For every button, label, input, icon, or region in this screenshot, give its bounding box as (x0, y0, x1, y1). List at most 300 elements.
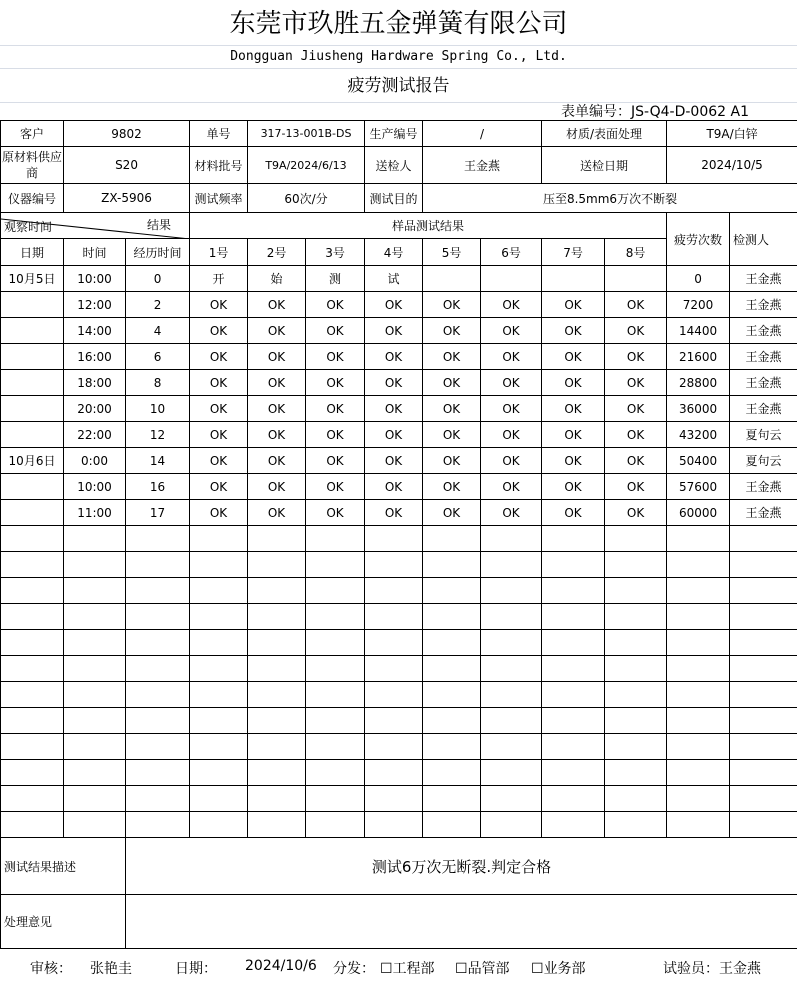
table-cell (423, 266, 481, 292)
empty-cell (423, 812, 481, 838)
empty-cell (126, 760, 190, 786)
table-cell: OK (306, 344, 365, 370)
empty-cell (1, 812, 64, 838)
table-cell: 14 (126, 448, 190, 474)
empty-cell (365, 630, 423, 656)
table-cell: OK (423, 448, 481, 474)
table-cell: OK (248, 318, 306, 344)
order-value: 317-13-001B-DS (248, 121, 365, 147)
table-cell: 10:00 (64, 266, 126, 292)
table-cell: OK (423, 474, 481, 500)
empty-cell (126, 682, 190, 708)
empty-cell (730, 656, 797, 682)
table-cell: 12 (126, 422, 190, 448)
table-cell: 0 (126, 266, 190, 292)
empty-cell (542, 552, 605, 578)
table-cell (1, 500, 64, 526)
empty-cell (248, 552, 306, 578)
instrument-label: 仪器编号 (1, 184, 64, 213)
empty-cell (126, 786, 190, 812)
empty-cell (64, 708, 126, 734)
table-row (1, 448, 797, 474)
table-cell: OK (190, 344, 248, 370)
cycles-header: 疲劳次数 (667, 213, 730, 266)
table-cell: OK (248, 474, 306, 500)
empty-cell (730, 760, 797, 786)
empty-cell (730, 604, 797, 630)
table-cell: OK (365, 474, 423, 500)
col-header: 1号 (190, 239, 248, 266)
table-cell (542, 266, 605, 292)
empty-cell (667, 526, 730, 552)
table-cell: OK (542, 448, 605, 474)
dist-engineering-label: 工程部 (392, 961, 435, 977)
dist-engineering[interactable]: ☐工程部 (380, 961, 435, 977)
empty-cell (64, 526, 126, 552)
table-cell: OK (542, 422, 605, 448)
empty-cell (667, 812, 730, 838)
table-cell: 14400 (667, 318, 730, 344)
empty-cell (306, 708, 365, 734)
col-header: 8号 (605, 239, 667, 266)
empty-cell (365, 786, 423, 812)
observe-result-header (1, 213, 190, 239)
table-cell: OK (542, 396, 605, 422)
empty-row (1, 760, 797, 786)
table-cell: 试 (365, 266, 423, 292)
empty-cell (1, 786, 64, 812)
empty-cell (423, 708, 481, 734)
empty-cell (481, 526, 542, 552)
customer-label: 客户 (1, 121, 64, 147)
table-cell: OK (542, 474, 605, 500)
table-row (1, 292, 797, 318)
empty-cell (1, 630, 64, 656)
freq-label: 测试频率 (190, 184, 248, 213)
empty-cell (667, 760, 730, 786)
col-header: 日期 (1, 239, 64, 266)
empty-cell (730, 526, 797, 552)
empty-cell (542, 630, 605, 656)
table-cell: OK (423, 422, 481, 448)
empty-cell (481, 786, 542, 812)
empty-cell (542, 734, 605, 760)
table-cell: 6 (126, 344, 190, 370)
table-cell: OK (306, 396, 365, 422)
table-cell: 28800 (667, 370, 730, 396)
empty-cell (248, 630, 306, 656)
empty-cell (423, 578, 481, 604)
report-title: 疲劳测试报告 (0, 68, 797, 103)
table-cell: OK (423, 318, 481, 344)
empty-cell (190, 526, 248, 552)
empty-row (1, 578, 797, 604)
empty-cell (542, 578, 605, 604)
table-cell: 7200 (667, 292, 730, 318)
table-cell: OK (605, 318, 667, 344)
company-name: 东莞市玖胜五金弹簧有限公司 (0, 0, 797, 46)
date-label: 日期： (175, 961, 217, 977)
observe-time-label: 观察时间 (4, 220, 53, 234)
table-cell: 王金燕 (730, 318, 797, 344)
empty-cell (306, 812, 365, 838)
empty-cell (64, 656, 126, 682)
empty-cell (126, 526, 190, 552)
empty-cell (1, 656, 64, 682)
empty-cell (306, 578, 365, 604)
empty-cell (667, 682, 730, 708)
form-code: 表单编号：JS-Q4-D-0062 A1 (561, 104, 749, 120)
table-cell: OK (306, 474, 365, 500)
empty-cell (423, 604, 481, 630)
table-cell: OK (190, 396, 248, 422)
table-cell: OK (423, 370, 481, 396)
review-label: 审核： (30, 961, 72, 977)
table-cell: OK (481, 344, 542, 370)
table-cell (1, 318, 64, 344)
material-value: T9A/白锌 (667, 121, 797, 147)
empty-cell (423, 552, 481, 578)
table-cell: OK (248, 422, 306, 448)
table-cell: OK (365, 422, 423, 448)
table-cell: OK (190, 318, 248, 344)
table-cell: OK (365, 396, 423, 422)
table-cell: 43200 (667, 422, 730, 448)
empty-cell (667, 656, 730, 682)
col-header: 5号 (423, 239, 481, 266)
table-cell: OK (306, 370, 365, 396)
empty-cell (365, 526, 423, 552)
table-cell: OK (365, 318, 423, 344)
table-row (1, 422, 797, 448)
opinion-value[interactable] (126, 895, 797, 949)
table-row (1, 396, 797, 422)
empty-cell (64, 630, 126, 656)
material-label: 材质/表面处理 (542, 121, 667, 147)
table-cell: OK (481, 500, 542, 526)
empty-cell (605, 812, 667, 838)
empty-cell (306, 604, 365, 630)
empty-cell (248, 604, 306, 630)
table-cell: OK (248, 396, 306, 422)
table-cell: OK (605, 422, 667, 448)
empty-cell (667, 578, 730, 604)
empty-cell (423, 630, 481, 656)
empty-cell (190, 734, 248, 760)
table-cell: 0 (667, 266, 730, 292)
empty-cell (365, 656, 423, 682)
table-cell: OK (365, 292, 423, 318)
table-cell: 王金燕 (730, 396, 797, 422)
empty-cell (605, 786, 667, 812)
empty-cell (306, 682, 365, 708)
table-cell: OK (190, 474, 248, 500)
empty-cell (248, 734, 306, 760)
empty-cell (306, 760, 365, 786)
empty-cell (365, 552, 423, 578)
table-cell: 22:00 (64, 422, 126, 448)
table-cell: OK (605, 370, 667, 396)
empty-cell (248, 526, 306, 552)
table-cell: OK (248, 448, 306, 474)
table-cell: 16:00 (64, 344, 126, 370)
empty-cell (605, 604, 667, 630)
inspector-header: 检测人 (730, 213, 797, 266)
table-cell: OK (423, 292, 481, 318)
empty-cell (542, 708, 605, 734)
empty-cell (248, 786, 306, 812)
table-cell: 夏句云 (730, 422, 797, 448)
empty-cell (190, 708, 248, 734)
col-header: 经历时间 (126, 239, 190, 266)
table-cell: OK (248, 500, 306, 526)
order-label: 单号 (190, 121, 248, 147)
empty-cell (190, 578, 248, 604)
send-date-label: 送检日期 (542, 147, 667, 184)
table-cell: 60000 (667, 500, 730, 526)
empty-cell (542, 760, 605, 786)
empty-cell (126, 578, 190, 604)
empty-cell (481, 682, 542, 708)
empty-cell (542, 786, 605, 812)
desc-label: 测试结果描述 (1, 838, 126, 895)
table-cell (1, 344, 64, 370)
empty-cell (248, 682, 306, 708)
tester: 试验员：王金燕 (663, 961, 761, 977)
table-cell: 开 (190, 266, 248, 292)
empty-cell (64, 734, 126, 760)
empty-cell (667, 734, 730, 760)
empty-cell (306, 786, 365, 812)
empty-cell (365, 708, 423, 734)
empty-cell (605, 656, 667, 682)
table-cell: OK (190, 500, 248, 526)
send-date-value: 2024/10/5 (667, 147, 797, 184)
prod-no-label: 生产编号 (365, 121, 423, 147)
empty-cell (1, 578, 64, 604)
dist-sales[interactable]: ☐业务部 (531, 961, 586, 977)
supplier-label: 原材料供应商 (1, 147, 64, 184)
empty-cell (481, 552, 542, 578)
empty-cell (190, 682, 248, 708)
empty-cell (730, 786, 797, 812)
distribution-label: 分发： (333, 961, 375, 977)
empty-cell (605, 552, 667, 578)
empty-cell (365, 812, 423, 838)
empty-row (1, 682, 797, 708)
col-header: 7号 (542, 239, 605, 266)
table-cell: OK (605, 500, 667, 526)
empty-cell (306, 630, 365, 656)
table-cell: OK (542, 370, 605, 396)
empty-cell (306, 656, 365, 682)
table-cell: OK (481, 422, 542, 448)
supplier-value: S20 (64, 147, 190, 184)
empty-cell (1, 760, 64, 786)
empty-row (1, 630, 797, 656)
col-header: 时间 (64, 239, 126, 266)
empty-cell (64, 552, 126, 578)
table-cell: OK (481, 318, 542, 344)
table-cell: 10月5日 (1, 266, 64, 292)
empty-cell (605, 578, 667, 604)
table-cell: 0:00 (64, 448, 126, 474)
table-cell: OK (306, 422, 365, 448)
table-cell: 12:00 (64, 292, 126, 318)
empty-cell (64, 786, 126, 812)
empty-cell (1, 526, 64, 552)
table-row (1, 318, 797, 344)
empty-cell (64, 812, 126, 838)
footer (0, 947, 797, 986)
table-cell: OK (248, 370, 306, 396)
table-cell (1, 396, 64, 422)
empty-cell (605, 682, 667, 708)
table-row (1, 370, 797, 396)
empty-cell (730, 734, 797, 760)
empty-cell (423, 734, 481, 760)
table-cell: OK (481, 448, 542, 474)
table-cell: OK (542, 292, 605, 318)
customer-value: 9802 (64, 121, 190, 147)
table-cell: 夏句云 (730, 448, 797, 474)
empty-cell (481, 630, 542, 656)
empty-cell (730, 578, 797, 604)
table-cell: 14:00 (64, 318, 126, 344)
empty-cell (190, 760, 248, 786)
empty-cell (542, 526, 605, 552)
empty-cell (64, 760, 126, 786)
table-cell: OK (605, 448, 667, 474)
empty-cell (667, 604, 730, 630)
empty-cell (542, 682, 605, 708)
table-cell: OK (248, 292, 306, 318)
empty-cell (190, 630, 248, 656)
empty-cell (423, 760, 481, 786)
table-cell: 57600 (667, 474, 730, 500)
table-cell: 10月6日 (1, 448, 64, 474)
table-cell: OK (306, 292, 365, 318)
table-cell: 王金燕 (730, 344, 797, 370)
table-cell: OK (306, 318, 365, 344)
table-cell: 50400 (667, 448, 730, 474)
table-cell (1, 422, 64, 448)
empty-cell (365, 734, 423, 760)
table-cell: OK (365, 448, 423, 474)
table-cell (1, 474, 64, 500)
empty-cell (190, 812, 248, 838)
empty-cell (126, 812, 190, 838)
empty-cell (481, 734, 542, 760)
empty-row (1, 734, 797, 760)
sender-label: 送检人 (365, 147, 423, 184)
table-cell: OK (605, 474, 667, 500)
batch-value: T9A/2024/6/13 (248, 147, 365, 184)
table-cell (1, 292, 64, 318)
empty-cell (1, 604, 64, 630)
table-cell: OK (542, 318, 605, 344)
purpose-label: 测试目的 (365, 184, 423, 213)
company-english-name: Dongguan Jiusheng Hardware Spring Co., Ltd. (0, 45, 797, 69)
empty-cell (248, 578, 306, 604)
table-cell (481, 266, 542, 292)
empty-row (1, 656, 797, 682)
table-cell: 20:00 (64, 396, 126, 422)
table-cell: 10 (126, 396, 190, 422)
table-cell: OK (423, 396, 481, 422)
empty-cell (730, 630, 797, 656)
empty-cell (126, 604, 190, 630)
table-cell: 18:00 (64, 370, 126, 396)
table-cell: 王金燕 (730, 266, 797, 292)
table-cell: OK (423, 344, 481, 370)
empty-cell (667, 552, 730, 578)
freq-value: 60次/分 (248, 184, 365, 213)
empty-cell (423, 656, 481, 682)
empty-cell (190, 656, 248, 682)
table-cell: OK (481, 396, 542, 422)
empty-cell (306, 526, 365, 552)
sample-results-header: 样品测试结果 (190, 213, 667, 239)
table-row (1, 500, 797, 526)
empty-cell (1, 734, 64, 760)
empty-cell (481, 760, 542, 786)
empty-cell (730, 812, 797, 838)
empty-cell (64, 604, 126, 630)
empty-cell (1, 682, 64, 708)
table-cell: OK (306, 500, 365, 526)
table-cell: OK (481, 474, 542, 500)
empty-cell (365, 604, 423, 630)
empty-cell (481, 578, 542, 604)
empty-cell (126, 630, 190, 656)
dist-quality-label: 品管部 (467, 961, 510, 977)
empty-cell (365, 682, 423, 708)
table-cell: 17 (126, 500, 190, 526)
empty-cell (365, 760, 423, 786)
col-header: 6号 (481, 239, 542, 266)
table-cell: 始 (248, 266, 306, 292)
empty-cell (248, 708, 306, 734)
table-cell: OK (248, 344, 306, 370)
table-cell: 36000 (667, 396, 730, 422)
table-cell: 2 (126, 292, 190, 318)
table-cell: 测 (306, 266, 365, 292)
table-cell: OK (542, 500, 605, 526)
table-cell: OK (605, 344, 667, 370)
empty-cell (64, 682, 126, 708)
empty-row (1, 552, 797, 578)
empty-cell (190, 604, 248, 630)
col-header: 3号 (306, 239, 365, 266)
table-cell: 4 (126, 318, 190, 344)
table-cell: 王金燕 (730, 474, 797, 500)
table-cell: 8 (126, 370, 190, 396)
table-cell: 11:00 (64, 500, 126, 526)
empty-cell (667, 708, 730, 734)
empty-row (1, 708, 797, 734)
empty-cell (605, 734, 667, 760)
empty-row (1, 812, 797, 838)
empty-cell (306, 552, 365, 578)
sender-value: 王金燕 (423, 147, 542, 184)
empty-cell (126, 552, 190, 578)
reviewer: 张艳圭 (90, 961, 132, 977)
table-cell: OK (365, 500, 423, 526)
empty-cell (64, 578, 126, 604)
dist-quality[interactable]: ☐品管部 (455, 961, 510, 977)
empty-cell (481, 604, 542, 630)
